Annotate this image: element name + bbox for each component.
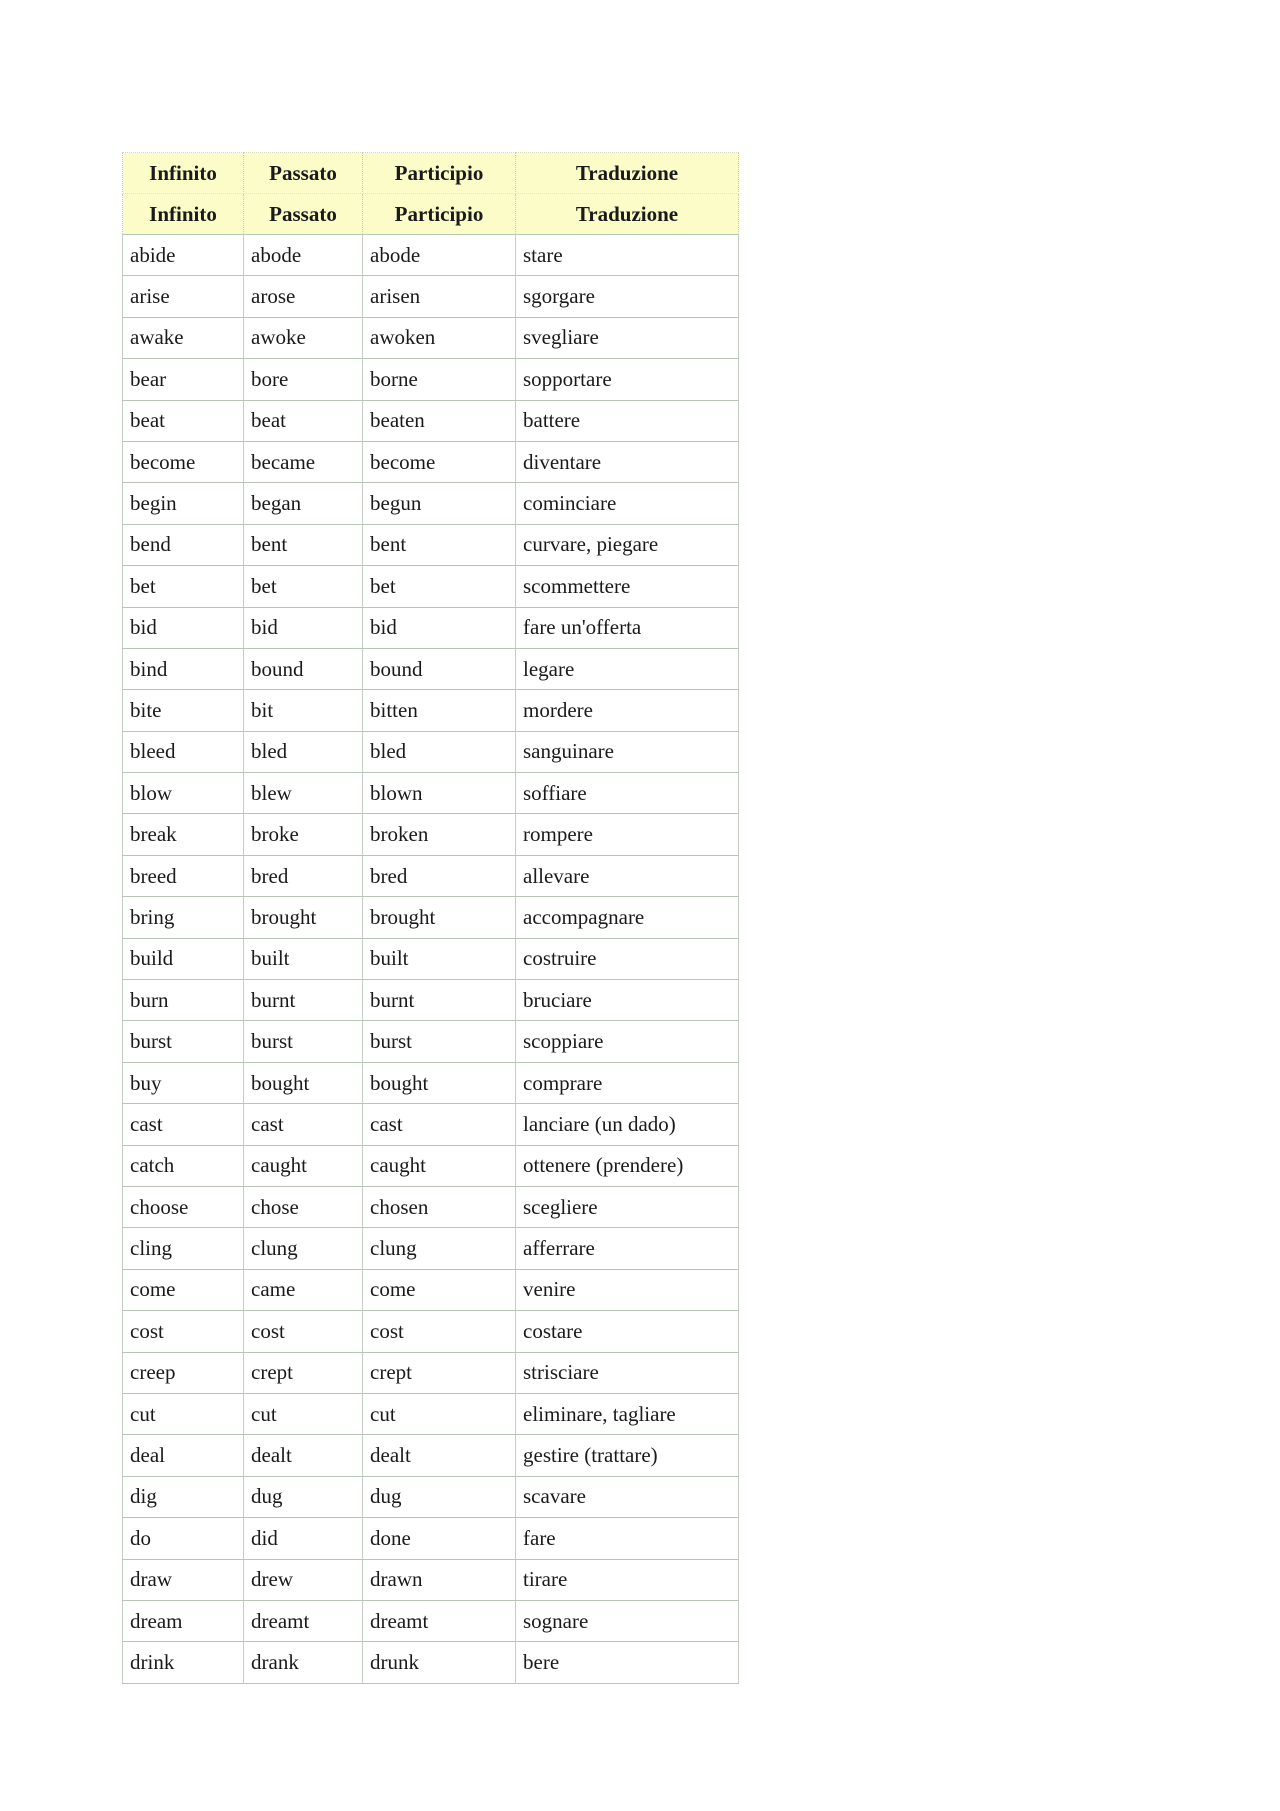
cell-passato: cast: [244, 1104, 363, 1145]
cell-traduzione: battere: [516, 400, 739, 441]
cell-participio: dealt: [363, 1435, 516, 1476]
cell-traduzione: scommettere: [516, 566, 739, 607]
table-row: [123, 524, 739, 565]
cell-infinito: cling: [123, 1228, 244, 1269]
cell-infinito: dig: [123, 1476, 244, 1517]
cell-passato: dreamt: [244, 1600, 363, 1641]
cell-infinito: break: [123, 814, 244, 855]
cell-traduzione: soffiare: [516, 773, 739, 814]
cell-participio: bound: [363, 648, 516, 689]
header-row: [123, 194, 739, 235]
cell-participio: burnt: [363, 980, 516, 1021]
cell-passato: bound: [244, 648, 363, 689]
table-row: [123, 441, 739, 482]
cell-traduzione: scoppiare: [516, 1021, 739, 1062]
cell-infinito: burst: [123, 1021, 244, 1062]
cell-traduzione: comprare: [516, 1062, 739, 1103]
cell-passato: arose: [244, 276, 363, 317]
cell-infinito: draw: [123, 1559, 244, 1600]
cell-traduzione: fare un'offerta: [516, 607, 739, 648]
cell-traduzione: stare: [516, 235, 739, 276]
table-row: [123, 1559, 739, 1600]
cell-traduzione: sopportare: [516, 359, 739, 400]
cell-infinito: beat: [123, 400, 244, 441]
cell-traduzione: diventare: [516, 441, 739, 482]
table-row: [123, 773, 739, 814]
cell-infinito: cut: [123, 1393, 244, 1434]
cell-traduzione: ottenere (prendere): [516, 1145, 739, 1186]
cell-passato: burst: [244, 1021, 363, 1062]
cell-passato: bore: [244, 359, 363, 400]
cell-participio: bet: [363, 566, 516, 607]
table-row: [123, 814, 739, 855]
table-row: [123, 1476, 739, 1517]
cell-participio: crept: [363, 1352, 516, 1393]
table-row: [123, 607, 739, 648]
cell-infinito: deal: [123, 1435, 244, 1476]
cell-traduzione: costruire: [516, 938, 739, 979]
cell-participio: caught: [363, 1145, 516, 1186]
table-row: [123, 400, 739, 441]
cell-infinito: bleed: [123, 731, 244, 772]
cell-passato: burnt: [244, 980, 363, 1021]
cell-passato: chose: [244, 1186, 363, 1227]
cell-passato: bled: [244, 731, 363, 772]
cell-infinito: arise: [123, 276, 244, 317]
table-row: [123, 1062, 739, 1103]
cell-participio: borne: [363, 359, 516, 400]
cell-participio: bought: [363, 1062, 516, 1103]
cell-participio: dreamt: [363, 1600, 516, 1641]
cell-participio: drawn: [363, 1559, 516, 1600]
cell-participio: blown: [363, 773, 516, 814]
cell-traduzione: legare: [516, 648, 739, 689]
cell-infinito: blow: [123, 773, 244, 814]
cell-passato: bid: [244, 607, 363, 648]
table-row: [123, 235, 739, 276]
cell-participio: bitten: [363, 690, 516, 731]
cell-infinito: bid: [123, 607, 244, 648]
cell-passato: brought: [244, 897, 363, 938]
cell-traduzione: sgorgare: [516, 276, 739, 317]
cell-passato: awoke: [244, 317, 363, 358]
header-participio: Participio: [363, 153, 516, 194]
cell-infinito: cost: [123, 1311, 244, 1352]
cell-passato: bent: [244, 524, 363, 565]
cell-traduzione: allevare: [516, 855, 739, 896]
cell-participio: begun: [363, 483, 516, 524]
cell-traduzione: tirare: [516, 1559, 739, 1600]
cell-traduzione: cominciare: [516, 483, 739, 524]
table-row: [123, 317, 739, 358]
cell-participio: drunk: [363, 1642, 516, 1683]
cell-traduzione: svegliare: [516, 317, 739, 358]
cell-passato: beat: [244, 400, 363, 441]
cell-traduzione: scegliere: [516, 1186, 739, 1227]
table-row: [123, 1269, 739, 1310]
cell-passato: blew: [244, 773, 363, 814]
table-body: [123, 235, 739, 1684]
header-traduzione: Traduzione: [516, 153, 739, 194]
table-row: [123, 483, 739, 524]
cell-passato: dealt: [244, 1435, 363, 1476]
cell-traduzione: curvare, piegare: [516, 524, 739, 565]
cell-infinito: choose: [123, 1186, 244, 1227]
cell-passato: came: [244, 1269, 363, 1310]
cell-infinito: bind: [123, 648, 244, 689]
table-row: [123, 897, 739, 938]
cell-participio: become: [363, 441, 516, 482]
irregular-verbs-table: [122, 152, 739, 1684]
cell-passato: became: [244, 441, 363, 482]
table-row: [123, 1228, 739, 1269]
header-infinito: Infinito: [123, 153, 244, 194]
cell-infinito: creep: [123, 1352, 244, 1393]
cell-passato: abode: [244, 235, 363, 276]
cell-passato: caught: [244, 1145, 363, 1186]
cell-traduzione: fare: [516, 1518, 739, 1559]
cell-infinito: breed: [123, 855, 244, 896]
cell-traduzione: bruciare: [516, 980, 739, 1021]
table-row: [123, 1021, 739, 1062]
table-row: [123, 1393, 739, 1434]
table-row: [123, 690, 739, 731]
cell-infinito: do: [123, 1518, 244, 1559]
cell-infinito: bend: [123, 524, 244, 565]
cell-infinito: awake: [123, 317, 244, 358]
cell-passato: cut: [244, 1393, 363, 1434]
cell-participio: chosen: [363, 1186, 516, 1227]
cell-participio: bent: [363, 524, 516, 565]
cell-infinito: bring: [123, 897, 244, 938]
cell-participio: bred: [363, 855, 516, 896]
cell-participio: arisen: [363, 276, 516, 317]
cell-infinito: bite: [123, 690, 244, 731]
table-row: [123, 648, 739, 689]
table-row: [123, 731, 739, 772]
header-traduzione: Traduzione: [516, 194, 739, 235]
table-row: [123, 855, 739, 896]
cell-participio: cost: [363, 1311, 516, 1352]
cell-participio: built: [363, 938, 516, 979]
table-row: [123, 566, 739, 607]
cell-participio: bid: [363, 607, 516, 648]
table-row: [123, 1642, 739, 1683]
cell-passato: bought: [244, 1062, 363, 1103]
cell-traduzione: mordere: [516, 690, 739, 731]
header-row: [123, 153, 739, 194]
cell-participio: burst: [363, 1021, 516, 1062]
cell-participio: awoken: [363, 317, 516, 358]
table-row: [123, 1435, 739, 1476]
table-row: [123, 276, 739, 317]
cell-participio: cut: [363, 1393, 516, 1434]
cell-participio: done: [363, 1518, 516, 1559]
cell-passato: broke: [244, 814, 363, 855]
header-infinito: Infinito: [123, 194, 244, 235]
cell-passato: dug: [244, 1476, 363, 1517]
cell-participio: clung: [363, 1228, 516, 1269]
cell-infinito: catch: [123, 1145, 244, 1186]
cell-traduzione: bere: [516, 1642, 739, 1683]
table-header: [123, 153, 739, 235]
cell-infinito: burn: [123, 980, 244, 1021]
cell-passato: bit: [244, 690, 363, 731]
cell-traduzione: afferrare: [516, 1228, 739, 1269]
table-row: [123, 1600, 739, 1641]
cell-participio: come: [363, 1269, 516, 1310]
cell-traduzione: rompere: [516, 814, 739, 855]
cell-passato: clung: [244, 1228, 363, 1269]
cell-participio: brought: [363, 897, 516, 938]
cell-traduzione: costare: [516, 1311, 739, 1352]
table-row: [123, 1352, 739, 1393]
cell-infinito: dream: [123, 1600, 244, 1641]
cell-participio: broken: [363, 814, 516, 855]
cell-traduzione: eliminare, tagliare: [516, 1393, 739, 1434]
table-row: [123, 1186, 739, 1227]
cell-infinito: come: [123, 1269, 244, 1310]
cell-passato: did: [244, 1518, 363, 1559]
cell-traduzione: scavare: [516, 1476, 739, 1517]
table-row: [123, 359, 739, 400]
cell-passato: bred: [244, 855, 363, 896]
table-row: [123, 1145, 739, 1186]
cell-participio: beaten: [363, 400, 516, 441]
cell-passato: crept: [244, 1352, 363, 1393]
table-row: [123, 938, 739, 979]
cell-infinito: begin: [123, 483, 244, 524]
cell-infinito: drink: [123, 1642, 244, 1683]
cell-infinito: build: [123, 938, 244, 979]
cell-participio: bled: [363, 731, 516, 772]
cell-traduzione: sanguinare: [516, 731, 739, 772]
cell-traduzione: accompagnare: [516, 897, 739, 938]
cell-passato: drew: [244, 1559, 363, 1600]
cell-passato: cost: [244, 1311, 363, 1352]
header-participio: Participio: [363, 194, 516, 235]
table-row: [123, 980, 739, 1021]
cell-participio: abode: [363, 235, 516, 276]
cell-traduzione: gestire (trattare): [516, 1435, 739, 1476]
table-row: [123, 1104, 739, 1145]
header-passato: Passato: [244, 153, 363, 194]
cell-traduzione: sognare: [516, 1600, 739, 1641]
cell-participio: cast: [363, 1104, 516, 1145]
cell-passato: began: [244, 483, 363, 524]
cell-passato: bet: [244, 566, 363, 607]
cell-participio: dug: [363, 1476, 516, 1517]
cell-passato: built: [244, 938, 363, 979]
table-row: [123, 1518, 739, 1559]
header-passato: Passato: [244, 194, 363, 235]
cell-infinito: buy: [123, 1062, 244, 1103]
cell-traduzione: strisciare: [516, 1352, 739, 1393]
table-row: [123, 1311, 739, 1352]
cell-infinito: abide: [123, 235, 244, 276]
cell-infinito: bear: [123, 359, 244, 400]
cell-infinito: cast: [123, 1104, 244, 1145]
cell-traduzione: venire: [516, 1269, 739, 1310]
cell-infinito: become: [123, 441, 244, 482]
cell-passato: drank: [244, 1642, 363, 1683]
cell-infinito: bet: [123, 566, 244, 607]
cell-traduzione: lanciare (un dado): [516, 1104, 739, 1145]
